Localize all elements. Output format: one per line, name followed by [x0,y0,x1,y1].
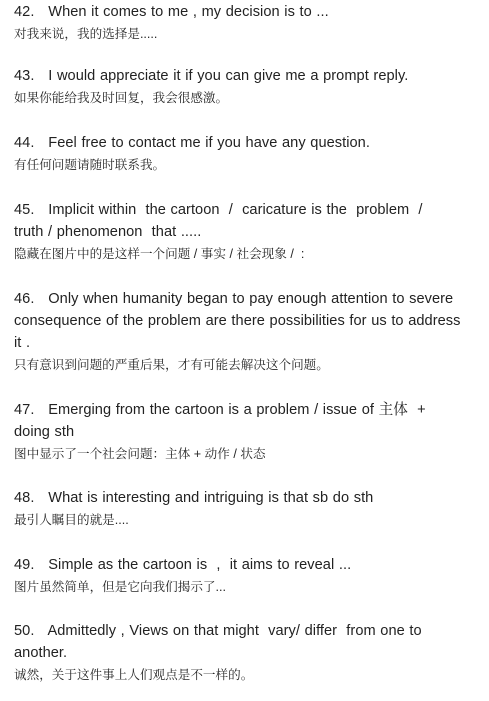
entry-english-line: 42. When it comes to me , my decision is to ... [14,4,329,20]
entry-chinese-translation: 隐藏在图片中的是这样一个问题 / 事实 / 社会现象 / : [14,247,305,261]
entry-chinese-translation: 如果你能给我及时回复，我会很感激。 [14,91,229,105]
entry-english-line: 45. Implicit within the cartoon / caricature is the problem / [14,202,423,218]
entry-english-line: another. [14,645,68,661]
entry-chinese-translation: 图中显示了一个社会问题：主体 + 动作 / 状态 [14,447,266,461]
entry-chinese-translation: 图片虽然简单，但是它向我们揭示了... [14,580,226,594]
entry-46 [14,288,482,375]
entry-43 [14,65,482,108]
entry-english-line: 49. Simple as the cartoon is , it aims to reveal ... [14,557,352,573]
entry-49 [14,554,482,597]
entry-48 [14,487,482,530]
entry-47 [14,399,482,464]
entry-english-line: doing sth [14,424,75,440]
entry-chinese-translation: 最引人瞩目的就是.... [14,513,129,527]
phrase-list [14,0,482,701]
entry-english-line: 46. Only when humanity began to pay enough attention to severe [14,291,454,307]
entry-44 [14,132,482,175]
entry-42 [14,1,482,44]
entry-english-line: 43. I would appreciate it if you can give me a prompt reply. [14,68,409,84]
entry-english-line: 47. Emerging from the cartoon is a problem / issue of 主体 + [14,402,426,418]
entry-chinese-translation: 有任何问题请随时联系我。 [14,158,166,172]
entry-english-line: 44. Feel free to contact me if you have any question. [14,135,370,151]
entry-chinese-translation: 诚然，关于这件事上人们观点是不一样的。 [14,668,254,682]
entry-50 [14,620,482,685]
entry-english-line: consequence of the problem are there possibilities for us to address [14,313,461,329]
entry-45 [14,199,482,264]
entry-chinese-translation: 只有意识到问题的严重后果，才有可能去解决这个问题。 [14,358,329,372]
entry-chinese-translation: 对我来说，我的选择是..... [14,27,158,41]
entry-english-line: 50. Admittedly , Views on that might vary/ differ from one to [14,623,422,639]
entry-english-line: it . [14,335,31,351]
entry-english-line: 48. What is interesting and intriguing is that sb do sth [14,490,374,506]
entry-english-line: truth / phenomenon that ..... [14,224,202,240]
